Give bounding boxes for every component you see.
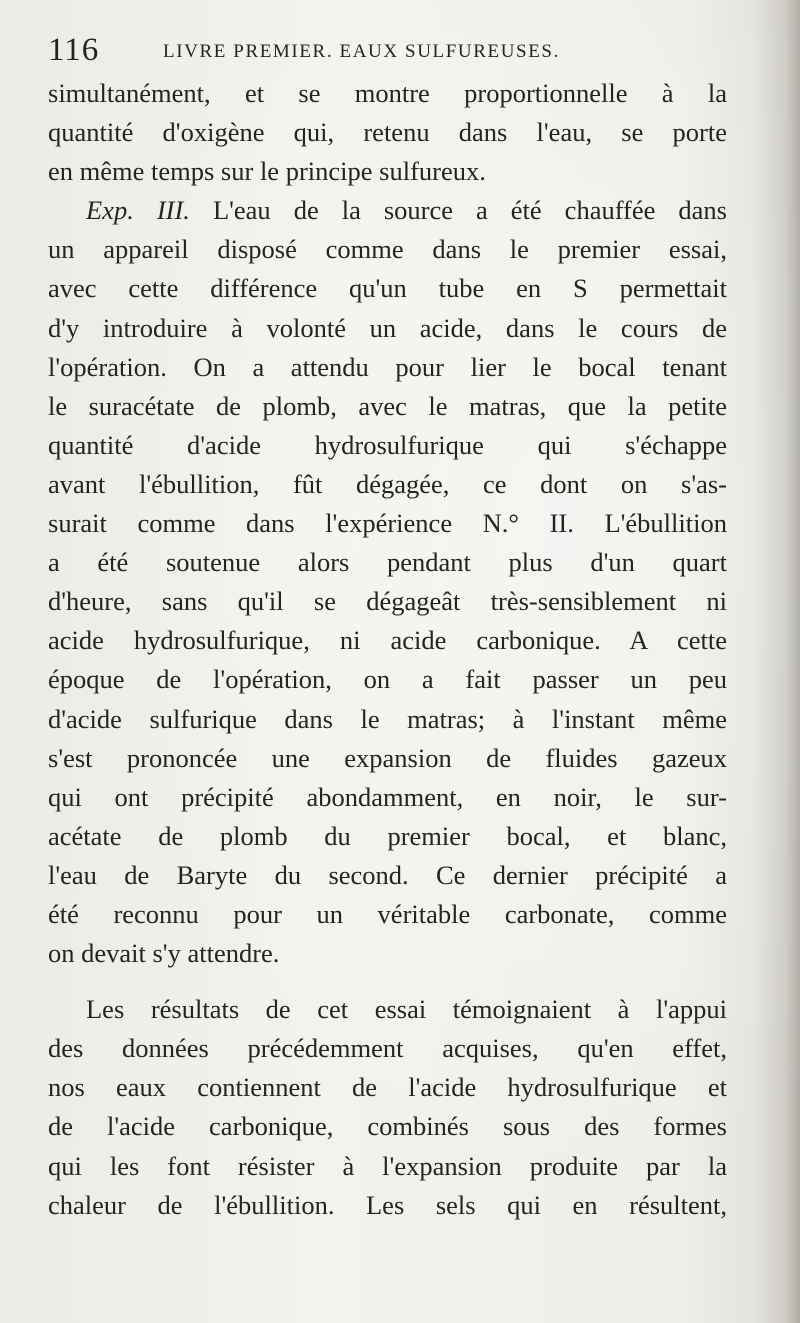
text-line: s'est prononcée une expansion de fluides gazeux <box>48 742 727 773</box>
text-line: acide hydrosulfurique, ni acide carbonique. A cette <box>48 625 727 656</box>
text-line: d'y introduire à volonté un acide, dans le cours de <box>48 312 727 343</box>
experiment-label: Exp. III. <box>86 195 190 226</box>
text-line: simultanément, et se montre proportionnelle à la <box>48 78 727 108</box>
page-header <box>48 32 748 72</box>
page-number: 116 <box>48 32 100 68</box>
text-line: un appareil disposé comme dans le premier essai, <box>48 234 727 265</box>
body-text <box>48 74 727 1225</box>
text-line: d'acide sulfurique dans le matras; à l'instant même <box>48 703 727 734</box>
text-line: l'eau de Baryte du second. Ce dernier précipité a <box>48 859 727 890</box>
text-line: l'opération. On a attendu pour lier le bocal tenant <box>48 351 727 382</box>
text-line-rest: L'eau de la source a été chauffée dans <box>189 195 727 226</box>
text-line: avec cette différence qu'un tube en S permettait <box>48 273 727 304</box>
text-line: été reconnu pour un véritable carbonate, comme <box>48 898 727 929</box>
text-line: chaleur de l'ébullition. Les sels qui en résultent, <box>48 1189 727 1220</box>
text-line: en même temps sur le principe sulfureux. <box>48 156 486 187</box>
text-line: avant l'ébullition, fût dégagée, ce dont on s'as- <box>48 468 727 499</box>
text-line: nos eaux contiennent de l'acide hydrosulfurique et <box>48 1072 727 1103</box>
text-line: époque de l'opération, on a fait passer un peu <box>48 664 727 695</box>
text-line: qui les font résister à l'expansion produite par la <box>48 1150 727 1181</box>
text-line: a été soutenue alors pendant plus d'un quart <box>48 547 727 578</box>
text-line: surait comme dans l'expérience N.° II. L'ébullition <box>48 508 727 539</box>
text-line: d'heure, sans qu'il se dégageât très-sensiblement ni <box>48 586 727 617</box>
text-line: des données précédemment acquises, qu'en effet, <box>48 1033 727 1064</box>
text-line <box>48 191 727 230</box>
text-line: Les résultats de cet essai témoignaient à l'appui <box>86 994 727 1025</box>
text-line: quantité d'acide hydrosulfurique qui s'échappe <box>48 429 727 460</box>
text-line: qui ont précipité abondamment, en noir, le sur- <box>48 781 727 812</box>
text-line: acétate de plomb du premier bocal, et blanc, <box>48 820 727 851</box>
page-edge-shadow <box>754 0 800 1323</box>
text-line: quantité d'oxigène qui, retenu dans l'eau, se porte <box>48 117 727 148</box>
text-line: de l'acide carbonique, combinés sous des formes <box>48 1111 727 1142</box>
paragraph-gap <box>48 973 727 990</box>
running-head: LIVRE PREMIER. EAUX SULFUREUSES. <box>163 41 560 62</box>
text-line: le suracétate de plomb, avec le matras, que la petite <box>48 390 727 421</box>
text-line: on devait s'y attendre. <box>48 938 280 969</box>
